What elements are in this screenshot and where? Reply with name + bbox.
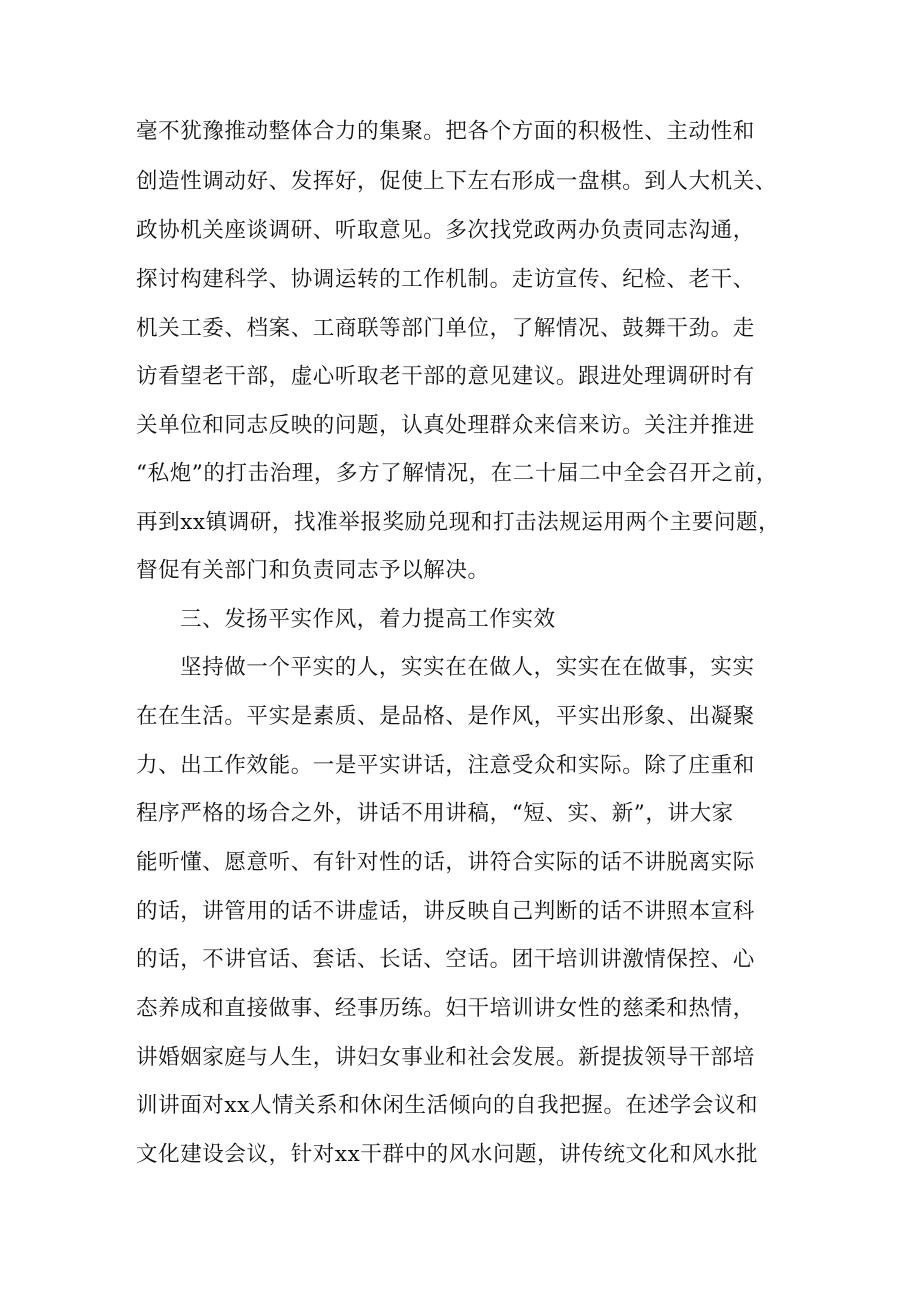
paragraph-2-line-9: 讲婚姻家庭与人生，讲妇女事业和社会发展。新提拔领导干部培: [136, 1045, 755, 1070]
paragraph-2-line-7: 的话，不讲官话、套话、长话、空话。团干培训讲激情保控、心: [136, 947, 755, 972]
paragraph-2-line-10: 训讲面对xx人情关系和休闲生活倾向的自我把握。在述学会议和: [136, 1093, 759, 1118]
paragraph-2-line-11: 文化建设会议，针对xx干群中的风水问题，讲传统文化和风水批: [136, 1142, 759, 1167]
paragraph-2-line-6: 的话，讲管用的话不讲虚话，讲反映自己判断的话不讲照本宣科: [136, 899, 755, 924]
paragraph-2-line-5: 能听懂、愿意听、有针对性的话，讲符合实际的话不讲脱离实际: [136, 850, 755, 875]
paragraph-2-line-8: 态养成和直接做事、经事历练。妇干培训讲女性的慈柔和热情，: [136, 996, 755, 1021]
paragraph-2-line-1: 坚持做一个平实的人，实实在在做人，实实在在做事，实实: [180, 655, 755, 680]
paragraph-2-line-2: 在在生活。平实是素质、是品格、是作风，平实出形象、出凝聚: [136, 704, 755, 729]
body-line-4: 探讨构建科学、协调运转的工作机制。走访宣传、纪检、老干、: [136, 267, 755, 292]
body-line-2: 创造性调动好、发挥好，促使上下左右形成一盘棋。到人大机关、: [136, 169, 777, 194]
body-line-6: 访看望老干部，虚心听取老干部的意见建议。跟进处理调研时有: [136, 364, 755, 389]
body-line-7: 关单位和同志反映的问题，认真处理群众来信来访。关注并推进: [136, 413, 755, 438]
body-line-1: 毫不犹豫推动整体合力的集聚。把各个方面的积极性、主动性和: [136, 119, 755, 144]
body-line-3: 政协机关座谈调研、听取意见。多次找党政两办负责同志沟通，: [136, 218, 755, 243]
section-heading: 三、发扬平实作风，着力提高工作实效: [180, 607, 556, 632]
body-line-9: 再到xx镇调研，找准举报奖励兑现和打击法规运用两个主要问题，: [136, 510, 781, 535]
paragraph-2-line-4: 程序严格的场合之外，讲话不用讲稿，“短、实、新”，讲大家: [136, 801, 734, 826]
paragraph-2-line-3: 力、出工作效能。一是平实讲话，注意受众和实际。除了庄重和: [136, 753, 755, 778]
body-line-5: 机关工委、档案、工商联等部门单位，了解情况、鼓舞干劲。走: [136, 316, 755, 341]
body-line-8: “私炮”的打击治理，多方了解情况，在二十届二中全会召开之前，: [136, 461, 778, 486]
body-line-10: 督促有关部门和负责同志予以解决。: [136, 558, 490, 583]
